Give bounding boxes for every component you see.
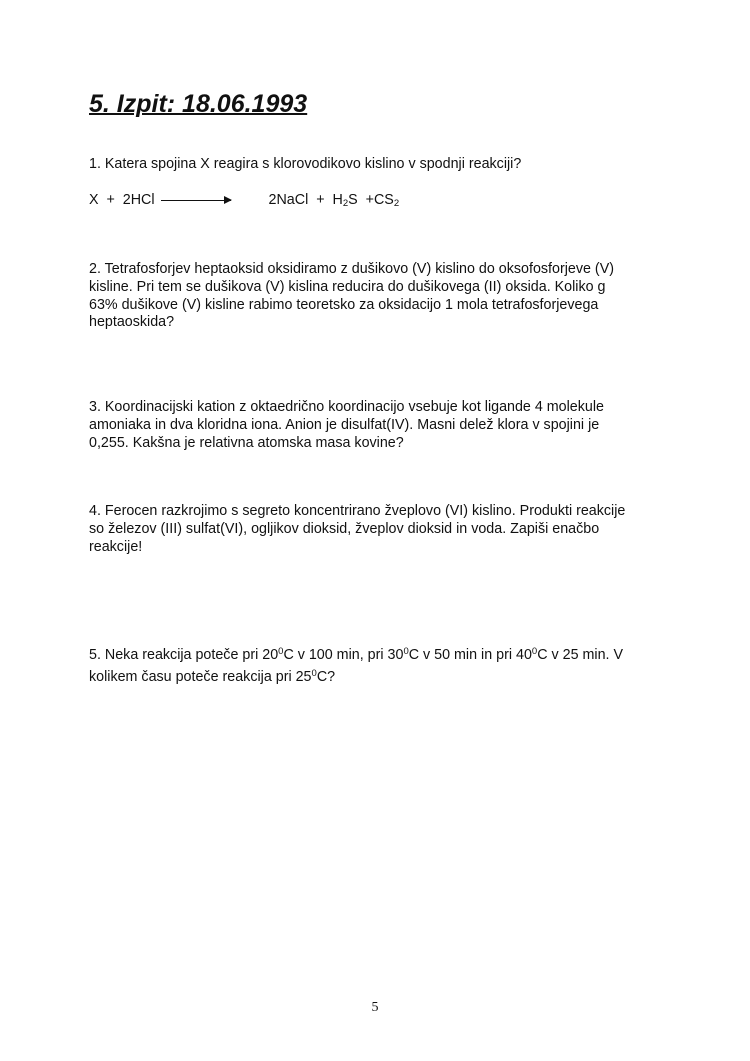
rhs-sub-1: 2: [342, 198, 349, 209]
question-2: [89, 261, 689, 332]
question-4: [89, 503, 689, 556]
question-line: reakcije!: [89, 538, 143, 555]
page-title: 5. Izpit: 18.06.1993: [89, 90, 308, 118]
question-line: 0,255. Kakšna je relativna atomska masa kovine?: [89, 434, 404, 451]
question-1: [89, 156, 689, 174]
text-part: C?: [316, 668, 336, 685]
degree-sup: 0: [403, 646, 409, 657]
rhs-part-2: S +CS: [348, 192, 394, 208]
reaction-equation: [89, 192, 399, 209]
question-line: [89, 665, 689, 687]
question-line: so železov (III) sulfat(VI), ogljikov dioksid, žveplov dioksid in voda. Zapiši enačbo: [89, 520, 600, 537]
text-part: C v 100 min, pri 30: [283, 647, 404, 663]
degree-sup: 0: [278, 646, 284, 657]
question-line: heptaoskida?: [89, 314, 175, 331]
question-line: kisline. Pri tem se dušikova (V) kislina reducira do dušikovega (II) oksida. Koliko g: [89, 278, 606, 295]
question-line: [89, 643, 689, 665]
reaction-arrow-icon: [161, 200, 231, 201]
text-part: kolikem času poteče reakcija pri 25: [89, 668, 312, 685]
equation-rhs: [269, 192, 400, 208]
equation-lhs: X + 2HCl: [89, 192, 155, 208]
question-line: 63% dušikove (V) kisline rabimo teoretsko za oksidacijo 1 mola tetrafosforjevega: [89, 296, 599, 313]
question-line: amoniaka in dva kloridna iona. Anion je disulfat(IV). Masni delež klora v spojini je: [89, 416, 600, 433]
question-line: 2. Tetrafosforjev heptaoksid oksidiramo z dušikovo (V) kislino do oksofosforjeve (V): [89, 261, 614, 277]
text-part: C v 25 min. V: [537, 647, 624, 663]
text-part: 5. Neka reakcija poteče pri 20: [89, 647, 279, 663]
question-line: 4. Ferocen razkrojimo s segreto koncentrirano žveplovo (VI) kislino. Produkti reakcije: [89, 503, 626, 519]
question-1-text: 1. Katera spojina X reagira s klorovodikovo kislino v spodnji reakciji?: [89, 156, 522, 172]
degree-sup: 0: [531, 646, 538, 657]
page-number: 5: [371, 1000, 379, 1015]
question-3: [89, 399, 689, 452]
rhs-part-1: 2NaCl + H: [268, 192, 343, 208]
rhs-sub-2: 2: [393, 198, 400, 209]
question-line: 3. Koordinacijski kation z oktaedrično koordinacijo vsebuje kot ligande 4 molekule: [89, 399, 604, 415]
question-5: [89, 643, 689, 687]
degree-sup: 0: [311, 667, 317, 679]
text-part: C v 50 min in pri 40: [408, 647, 532, 663]
